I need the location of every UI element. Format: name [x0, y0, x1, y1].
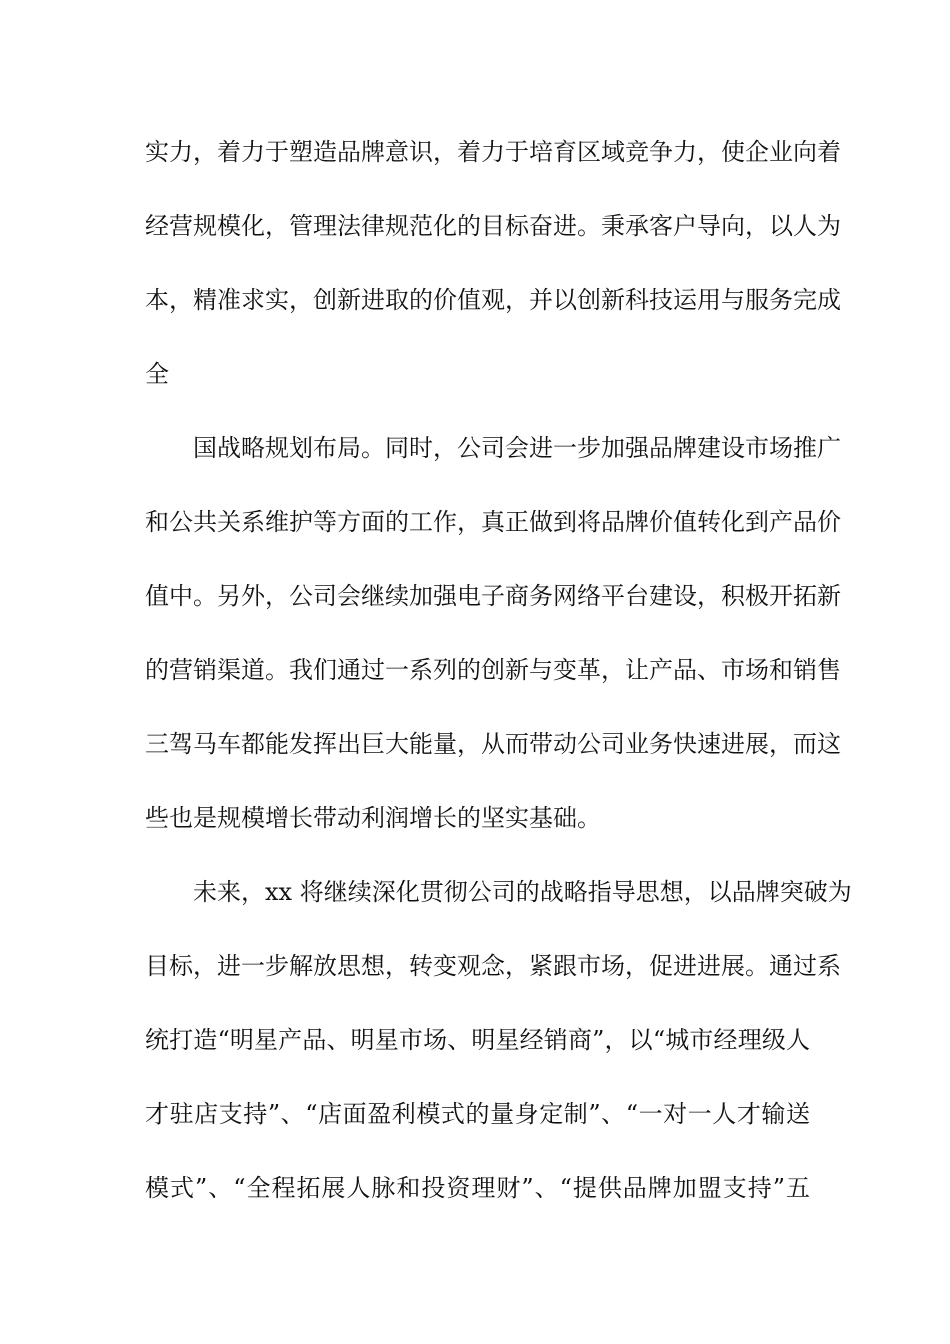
text-line: 全	[145, 360, 169, 388]
text-line: 统打造“明星产品、明星市场、明星经销商”，以“城市经理级人	[145, 1026, 810, 1054]
text-line: 本，精准求实，创新进取的价值观，并以创新科技运用与服务完成	[145, 286, 841, 314]
text-line: 的营销渠道。我们通过一系列的创新与变革，让产品、市场和销售	[145, 656, 841, 684]
text-line: 经营规模化，管理法律规范化的目标奋进。秉承客户导向，以人为	[145, 212, 841, 240]
text-line: 和公共关系维护等方面的工作，真正做到将品牌价值转化到产品价	[145, 508, 841, 536]
text-line: 值中。另外，公司会继续加强电子商务网络平台建设，积极开拓新	[145, 582, 841, 610]
text-line: 些也是规模增长带动利润增长的坚实基础。	[145, 804, 601, 832]
text-line: 才驻店支持”、“店面盈利模式的量身定制”、“一对一人才输送	[145, 1100, 810, 1128]
text-line: 实力，着力于塑造品牌意识，着力于培育区域竞争力，使企业向着	[145, 138, 841, 166]
text-line: 目标，进一步解放思想，转变观念，紧跟市场，促进进展。通过系	[145, 952, 841, 980]
text-line: 三驾马车都能发挥出巨大能量，从而带动公司业务快速进展，而这	[145, 730, 841, 758]
text-line: 未来，xx 将继续深化贯彻公司的战略指导思想，以品牌突破为	[193, 878, 852, 906]
text-line: 国战略规划布局。同时，公司会进一步加强品牌建设市场推广	[193, 434, 841, 462]
body-text	[145, 130, 852, 1240]
text-line: 模式”、“全程拓展人脉和投资理财”、“提供品牌加盟支持”五	[145, 1174, 810, 1202]
